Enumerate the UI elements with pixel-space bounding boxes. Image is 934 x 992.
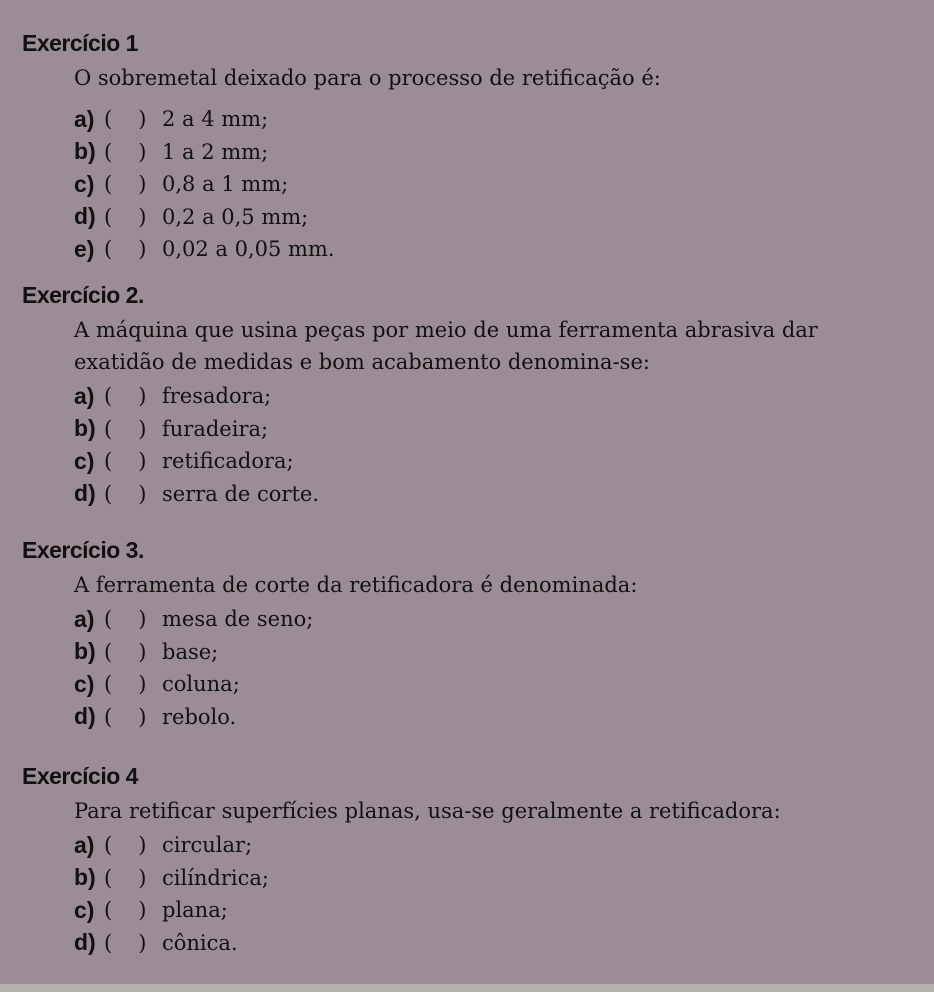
option-text: fresadora; xyxy=(162,384,272,409)
option-d[interactable] xyxy=(74,478,319,511)
paren-close: ) xyxy=(138,704,147,729)
option-text: retificadora; xyxy=(162,449,294,474)
paren-close: ) xyxy=(138,607,147,632)
option-c[interactable] xyxy=(74,445,319,478)
paren-open: ( xyxy=(104,704,113,729)
option-text: rebolo. xyxy=(162,704,237,729)
paren-close: ) xyxy=(138,865,147,890)
exercise-question xyxy=(74,795,781,827)
exercise-title: Exercício 2. xyxy=(22,282,144,308)
exercise-question xyxy=(74,314,818,378)
option-list xyxy=(74,603,313,733)
paren-open: ( xyxy=(104,416,113,441)
paren-open: ( xyxy=(104,384,113,409)
paren-open: ( xyxy=(104,139,113,164)
option-letter: b) xyxy=(74,138,96,165)
option-letter: a) xyxy=(74,605,95,632)
paren-open: ( xyxy=(104,237,113,262)
paren-open: ( xyxy=(104,672,113,697)
option-c[interactable] xyxy=(74,668,313,701)
answer-checkbox[interactable] xyxy=(104,449,162,473)
option-text: cônica. xyxy=(162,930,238,955)
paren-close: ) xyxy=(138,449,147,474)
option-text: coluna; xyxy=(162,672,240,697)
answer-checkbox[interactable] xyxy=(104,417,162,441)
option-text: cilíndrica; xyxy=(162,865,269,890)
paren-open: ( xyxy=(104,639,113,664)
paren-open: ( xyxy=(104,898,113,923)
option-list xyxy=(74,380,319,510)
paren-open: ( xyxy=(104,607,113,632)
option-text: 1 a 2 mm; xyxy=(162,139,269,164)
answer-checkbox[interactable] xyxy=(104,482,162,506)
option-text: serra de corte. xyxy=(162,481,320,506)
option-letter: d) xyxy=(74,203,96,230)
option-text: 0,02 a 0,05 mm. xyxy=(162,237,335,262)
option-text: 0,8 a 1 mm; xyxy=(162,172,289,197)
option-text: circular; xyxy=(162,833,253,858)
paren-close: ) xyxy=(138,172,147,197)
question-line: exatidão de medidas e bom acabamento denomina-se: xyxy=(74,350,650,374)
answer-checkbox[interactable] xyxy=(104,237,162,261)
option-text: 0,2 a 0,5 mm; xyxy=(162,204,309,229)
exercise-question xyxy=(74,62,661,94)
option-text: base; xyxy=(162,639,219,664)
option-letter: c) xyxy=(74,170,95,197)
paren-open: ( xyxy=(104,172,113,197)
question-line: A ferramenta de corte da retificadora é denominada: xyxy=(74,573,638,597)
paren-close: ) xyxy=(138,833,147,858)
question-line: O sobremetal deixado para o processo de retificação é: xyxy=(74,66,661,90)
paren-close: ) xyxy=(138,898,147,923)
paren-open: ( xyxy=(104,204,113,229)
question-line: A máquina que usina peças por meio de uma ferramenta abrasiva dar xyxy=(74,318,818,342)
option-b[interactable] xyxy=(74,136,335,169)
question-line: Para retificar superfícies planas, usa-se geralmente a retificadora: xyxy=(74,799,781,823)
paren-open: ( xyxy=(104,833,113,858)
option-letter: c) xyxy=(74,447,95,474)
option-list xyxy=(74,829,269,959)
bottom-divider xyxy=(0,984,934,992)
paren-close: ) xyxy=(138,639,147,664)
option-letter: d) xyxy=(74,703,96,730)
answer-checkbox[interactable] xyxy=(104,140,162,164)
answer-checkbox[interactable] xyxy=(104,172,162,196)
paren-open: ( xyxy=(104,481,113,506)
paren-close: ) xyxy=(138,481,147,506)
option-a[interactable] xyxy=(74,829,269,862)
option-letter: a) xyxy=(74,382,95,409)
paren-close: ) xyxy=(138,930,147,955)
option-d[interactable] xyxy=(74,701,313,734)
option-c[interactable] xyxy=(74,168,335,201)
answer-checkbox[interactable] xyxy=(104,672,162,696)
answer-checkbox[interactable] xyxy=(104,898,162,922)
paren-open: ( xyxy=(104,449,113,474)
option-a[interactable] xyxy=(74,103,335,136)
option-text: furadeira; xyxy=(162,416,269,441)
option-b[interactable] xyxy=(74,636,313,669)
option-letter: c) xyxy=(74,896,95,923)
answer-checkbox[interactable] xyxy=(104,705,162,729)
option-letter: b) xyxy=(74,864,96,891)
option-a[interactable] xyxy=(74,603,313,636)
option-letter: d) xyxy=(74,929,96,956)
answer-checkbox[interactable] xyxy=(104,384,162,408)
option-letter: a) xyxy=(74,105,95,132)
exercise-title: Exercício 1 xyxy=(22,30,138,56)
paren-open: ( xyxy=(104,107,113,132)
paren-close: ) xyxy=(138,384,147,409)
option-text: plana; xyxy=(162,898,228,923)
paren-close: ) xyxy=(138,107,147,132)
option-letter: a) xyxy=(74,831,95,858)
option-e[interactable] xyxy=(74,233,335,266)
option-c[interactable] xyxy=(74,894,269,927)
option-letter: e) xyxy=(74,235,95,262)
option-text: mesa de seno; xyxy=(162,607,314,632)
paren-open: ( xyxy=(104,930,113,955)
answer-checkbox[interactable] xyxy=(104,866,162,890)
answer-checkbox[interactable] xyxy=(104,205,162,229)
answer-checkbox[interactable] xyxy=(104,640,162,664)
option-list xyxy=(74,103,335,266)
paren-close: ) xyxy=(138,204,147,229)
option-letter: c) xyxy=(74,670,95,697)
paren-close: ) xyxy=(138,237,147,262)
option-letter: b) xyxy=(74,638,96,665)
paren-close: ) xyxy=(138,672,147,697)
exercise-title: Exercício 4 xyxy=(22,763,138,789)
paren-open: ( xyxy=(104,865,113,890)
paren-close: ) xyxy=(138,416,147,441)
option-a[interactable] xyxy=(74,380,319,413)
option-d[interactable] xyxy=(74,927,269,960)
option-text: 2 a 4 mm; xyxy=(162,107,269,132)
option-b[interactable] xyxy=(74,413,319,446)
answer-checkbox[interactable] xyxy=(104,833,162,857)
paren-close: ) xyxy=(138,139,147,164)
exercise-title: Exercício 3. xyxy=(22,537,144,563)
option-letter: b) xyxy=(74,415,96,442)
exercise-question xyxy=(74,569,637,601)
answer-checkbox[interactable] xyxy=(104,607,162,631)
option-letter: d) xyxy=(74,480,96,507)
option-d[interactable] xyxy=(74,201,335,234)
option-b[interactable] xyxy=(74,862,269,895)
answer-checkbox[interactable] xyxy=(104,107,162,131)
answer-checkbox[interactable] xyxy=(104,931,162,955)
